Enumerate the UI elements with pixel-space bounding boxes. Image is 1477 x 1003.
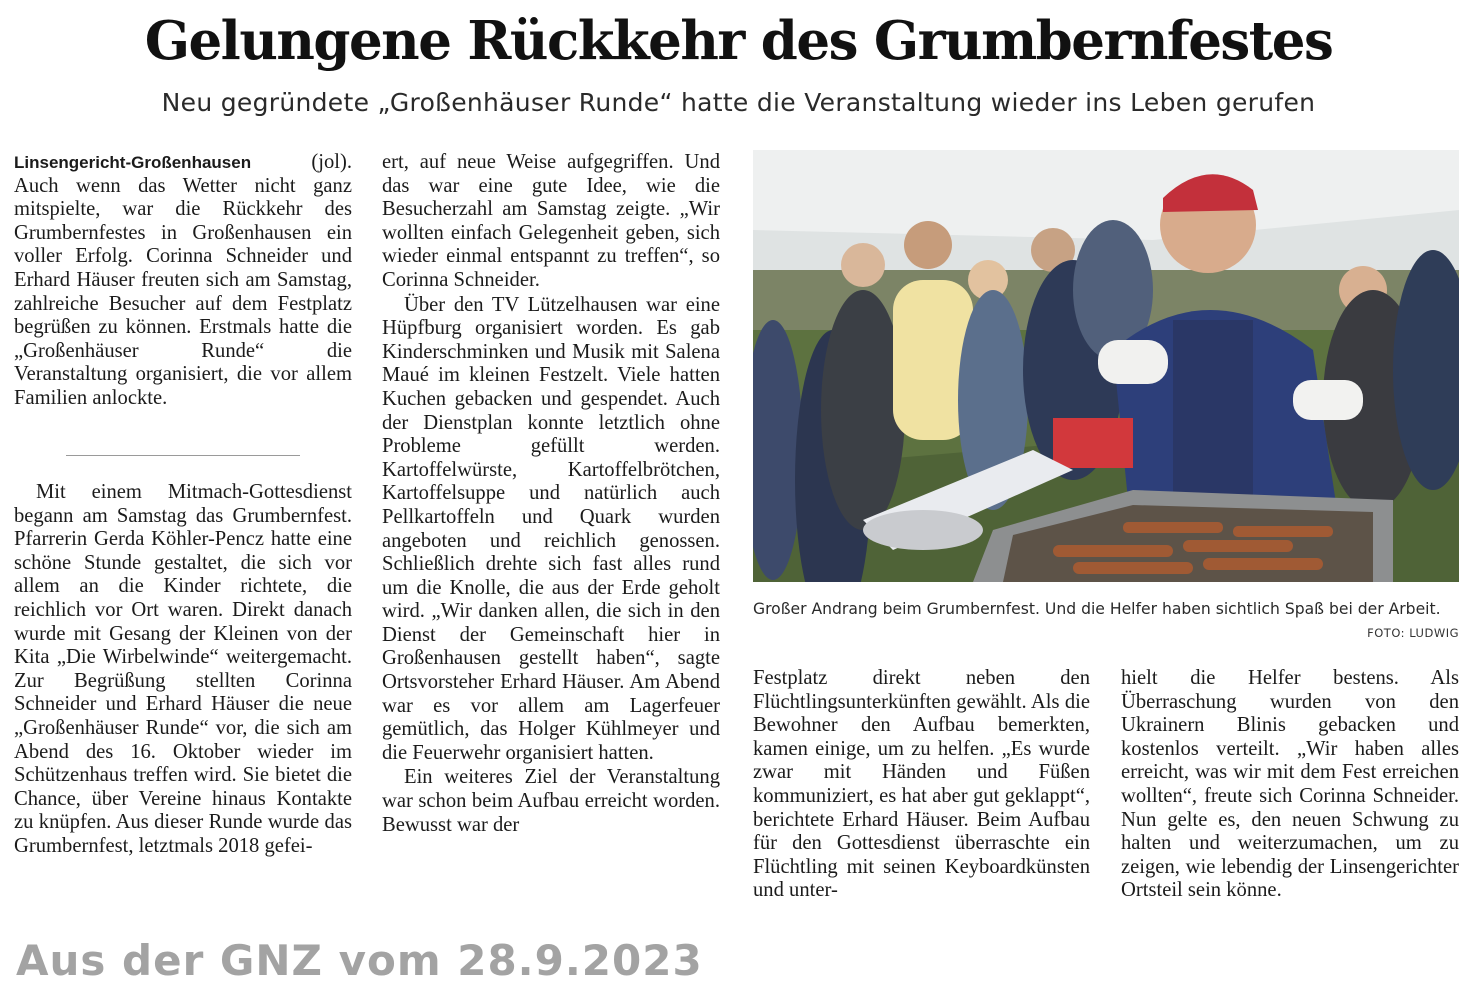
article-column-4 [1121, 667, 1459, 903]
photo-caption: Großer Andrang beim Grumbernfest. Und die Helfer haben sichtlich Spaß bei der Arbeit. [753, 600, 1441, 618]
paragraph-2-continued: ert, auf neue Weise aufgegriffen. Und das war eine gute Idee, wie die Besucherzahl am Samstag zeigte. „Wir wollten einfach Gelegenheit geben, sich wieder einmal entspannt zu treffen“, so Corinna Schneider. [382, 151, 720, 291]
article-photo [753, 150, 1459, 582]
article-column-2 [382, 151, 720, 837]
paragraph-4-continued: Festplatz direkt neben den Flüchtlingsunterkünften gewählt. Als die Bewohner den Aufbau bemerkten, kamen einige, um zu helfen. „Es wurde zwar mit Händen und Füßen kommuniziert, es hat aber gut geklappt“, berichtete Erhard Häuser. Beim Aufbau für den Gottesdienst überraschte ein Flüchtling mit seinen Keyboardkünsten und unter- [753, 667, 1090, 902]
article-column-1 [14, 151, 352, 411]
photo-illustration [753, 150, 1459, 582]
author-byline: (jol). [311, 151, 352, 173]
headline: Gelungene Rückkehr des Grumbernfestes [144, 10, 1333, 72]
dateline: Linsengericht-Großenhausen [14, 153, 252, 172]
lead-paragraph [14, 151, 352, 411]
paragraph-2: Mit einem Mitmach-Gottesdienst begann am Samstag das Grumbernfest. Pfarrerin Gerda Köhler-Pencz hatte eine schöne Stunde gestaltet, die sich vor allem an die Kinder richtete, die reichlich vor Ort waren. Direkt danach wurde mit Gesang der Kleinen von der Kita „Die Wirbelwinde“ weitergemacht. Zur Begrüßung stellten Corinna Schneider und Erhard Häuser die neue „Großenhäuser Runde“ vor, die sich am Abend des 16. Oktober wieder im Schützenhaus treffen wird. Sie bietet die Chance, über Vereine hinaus Kontakte zu knüpfen. Aus dieser Runde wurde das Grumbernfest, letztmals 2018 gefei- [14, 481, 352, 857]
paragraph-1: Auch wenn das Wetter nicht ganz mitspielte, war die Rückkehr des Grumbernfestes in Großenhausen ein voller Erfolg. Corinna Schneider und Erhard Häuser freuten sich am Samstag, zahlreiche Besucher auf dem Festplatz begrüßen zu können. Erstmals hatte die „Großenhäuser Runde“ die Veranstaltung organisiert, die vor allem Familien anlockte. [14, 174, 352, 409]
photo-credit: FOTO: LUDWIG [1367, 626, 1459, 640]
paragraph-4: Ein weiteres Ziel der Veranstaltung war schon beim Aufbau erreicht worden. Bewusst war der [382, 766, 720, 836]
article-column-3 [753, 667, 1090, 903]
article-column-1b [14, 481, 352, 859]
subheadline: Neu gegründete „Großenhäuser Runde“ hatte die Veranstaltung wieder ins Leben gerufen [161, 88, 1316, 117]
source-stamp: Aus der GNZ vom 28.9.2023 [16, 936, 703, 985]
paragraph-3: Über den TV Lützelhausen war eine Hüpfburg organisiert worden. Es gab Kinderschminken und Musik mit Salena Maué im kleinen Festzelt. Viele hatten Kuchen gebacken und gespendet. Auch der Dienstplan konnte letztlich ohne Probleme gefüllt werden. Kartoffelwürste, Kartoffelbrötchen, Kartoffelsuppe und natürlich auch Pellkartoffeln und Quark wurden angeboten und reichlich genossen. Schließlich drehte sich fast alles rund um die Knolle, die aus der Erde geholt wird. „Wir danken allen, die sich in den Dienst der Gemeinschaft hier in Großenhausen gestellt haben“, sagte Ortsvorsteher Erhard Häuser. Am Abend war es vor allem am Lagerfeuer gemütlich, das Holger Kühlmeyer und die Feuerwehr organisiert hatten. [382, 293, 720, 764]
section-divider [66, 455, 300, 456]
paragraph-4-continued-2: hielt die Helfer bestens. Als Überraschung wurden von den Ukrainern Blinis gebacken und kostenlos verteilt. „Wir haben alles erreicht, was wir mit dem Fest erreichen wollten“, freute sich Corinna Schneider. Nun gelte es, den neuen Schwung zu halten und weiterzumachen, um zu zeigen, wie lebendig der Linsengerichter Ortsteil sein könne. [1121, 667, 1459, 902]
